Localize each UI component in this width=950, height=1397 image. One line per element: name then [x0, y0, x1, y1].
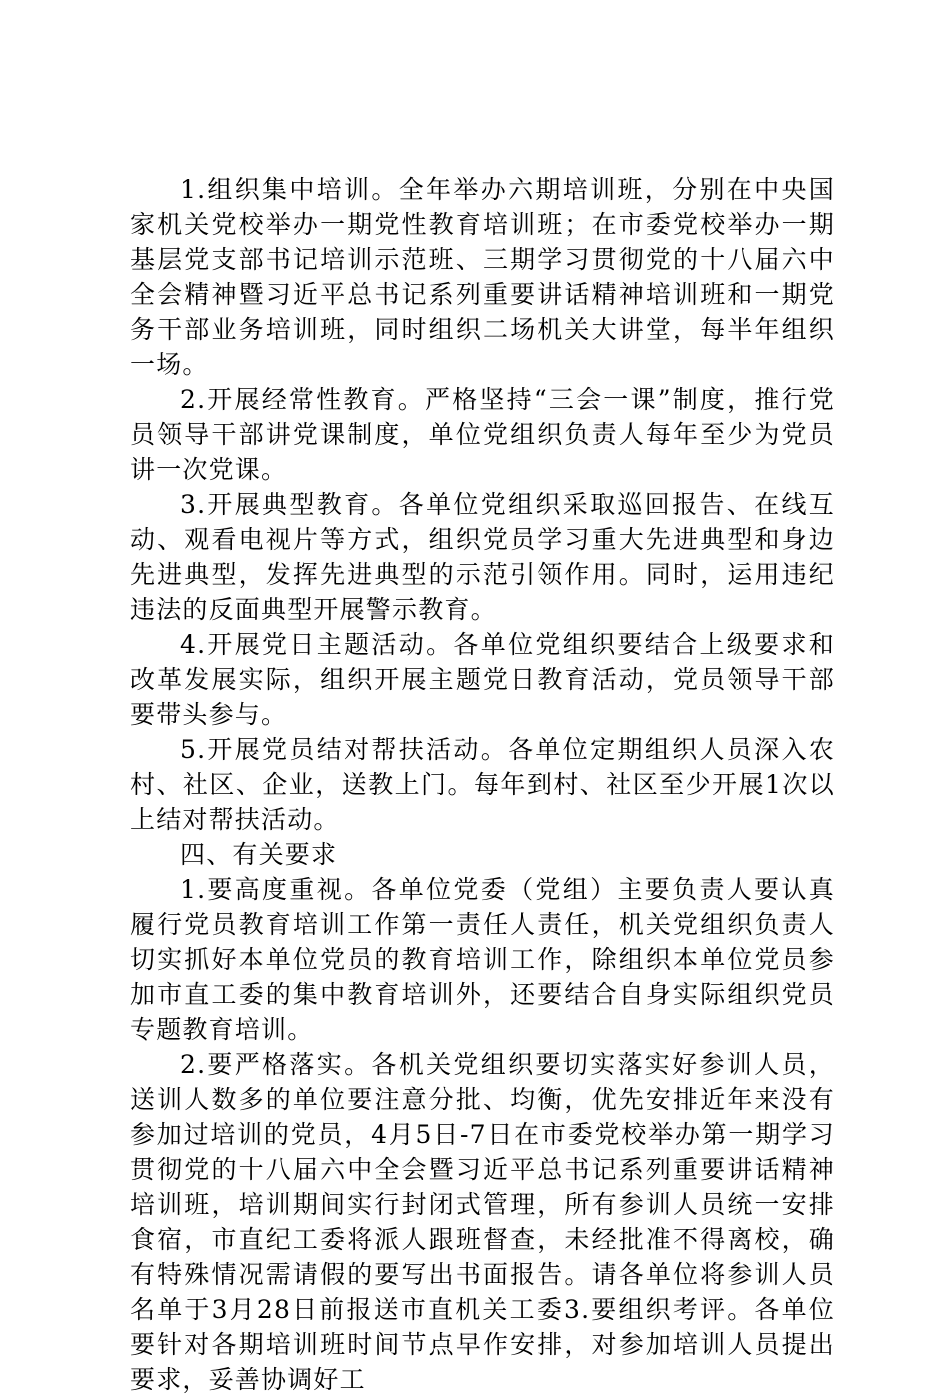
paragraph-pairing-assistance: 5.开展党员结对帮扶活动。各单位定期组织人员深入农村、社区、企业，送教上门。每年到村、社区至少开展1次以上结对帮扶活动。 [130, 735, 835, 834]
section-heading-requirements: 四、有关要求 [180, 840, 338, 869]
paragraph-centralized-training: 1.组织集中培训。全年举办六期培训班，分别在中央国家机关党校举办一期党性教育培训班；在市委党校举办一期基层党支部书记培训示范班、三期学习贯彻党的十八届六中全会精神暨习近平总书记系列重要讲话精神培训班和一期党务干部业务培训班，同时组织二场机关大讲堂，每半年组织一场。 [130, 175, 835, 379]
paragraph-party-day-activity: 4.开展党日主题活动。各单位党组织要结合上级要求和改革发展实际，组织开展主题党日教育活动，党员领导干部要带头参与。 [130, 630, 835, 729]
paragraph-high-attention: 1.要高度重视。各单位党委（党组）主要负责人要认真履行党员教育培训工作第一责任人责任，机关党组织负责人切实抓好本单位党员的教育培训工作，除组织本单位党员参加市直工委的集中教育培训外，还要结合自身实际组织党员专题教育培训。 [130, 875, 835, 1044]
document-body [130, 172, 835, 1397]
paragraph-typical-education: 3.开展典型教育。各单位党组织采取巡回报告、在线互动、观看电视片等方式，组织党员学习重大先进典型和身边先进典型，发挥先进典型的示范引领作用。同时，运用违纪违法的反面典型开展警示教育。 [130, 490, 835, 624]
paragraph-strict-implementation: 2.要严格落实。各机关党组织要切实落实好参训人员，送训人数多的单位要注意分批、均衡，优先安排近年来没有参加过培训的党员，4月5日-7日在市委党校举办第一期学习贯彻党的十八届六中全会暨习近平总书记系列重要讲话精神培训班，培训期间实行封闭式管理，所有参训人员统一安排食宿，市直纪工委将派人跟班督查，未经批准不得离校，确有特殊情况需请假的要写出书面报告。请各单位将参训人员名单于3月28日前报送市直机关工委3.要组织考评。各单位要针对各期培训班时间节点早作安排，对参加培训人员提出要求，妥善协调好工 [130, 1050, 835, 1394]
paragraph-regular-education: 2.开展经常性教育。严格坚持“三会一课”制度，推行党员领导干部讲党课制度，单位党组织负责人每年至少为党员讲一次党课。 [130, 385, 835, 484]
